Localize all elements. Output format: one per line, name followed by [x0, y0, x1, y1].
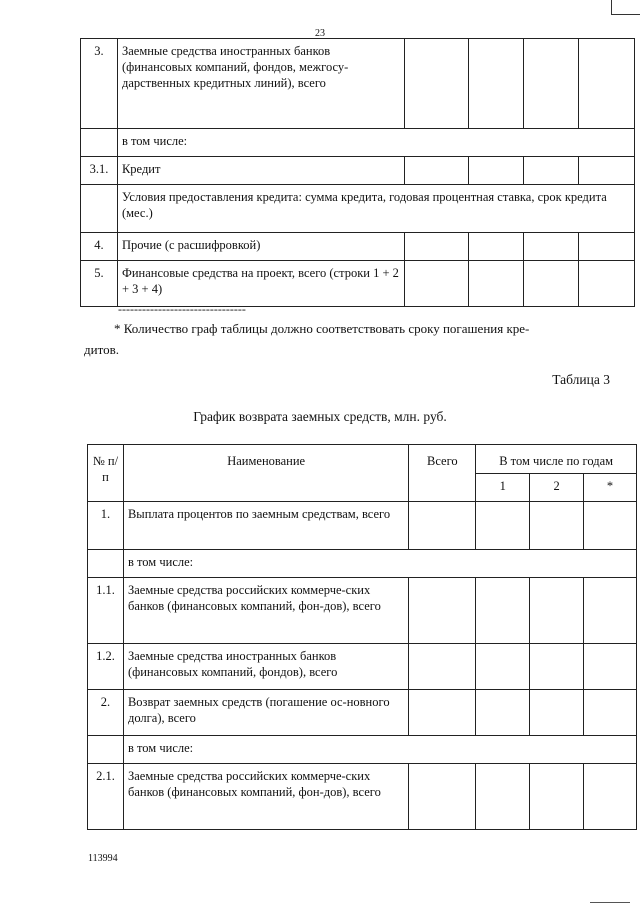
row-number: 2. — [88, 690, 124, 736]
footnote-separator: -------------------------------- — [118, 302, 246, 316]
table-row — [81, 185, 635, 233]
value-cell — [409, 644, 476, 690]
row-label: Заемные средства иностранных банков (финансовых компаний, фондов, межгосу-дарственных кредитных линий), всего — [117, 39, 405, 129]
row-number: 2.1. — [88, 764, 124, 830]
row-label: Заемные средства иностранных банков (финансовых компаний, фондов), всего — [123, 644, 408, 690]
corner-crop-mark — [611, 0, 640, 15]
value-cell — [476, 764, 530, 830]
row-number: 1. — [88, 502, 124, 550]
table-row — [88, 578, 637, 644]
value-cell — [584, 644, 637, 690]
value-cell — [409, 578, 476, 644]
value-cell — [469, 39, 524, 129]
value-cell — [476, 578, 530, 644]
row-label: Заемные средства российских коммерче-ских банков (финансовых компаний, фон-дов), всего — [123, 578, 408, 644]
value-cell — [530, 690, 584, 736]
row-number: 1.1. — [88, 578, 124, 644]
value-cell — [579, 233, 635, 261]
table-row — [88, 502, 637, 550]
footnote-text: * Количество граф таблицы должно соответствовать сроку погашения кре- — [114, 321, 530, 336]
header-year-2: 2 — [530, 474, 584, 502]
page-number: 23 — [315, 28, 325, 39]
row-label: Прочие (с расшифровкой) — [117, 233, 405, 261]
table-row — [88, 644, 637, 690]
value-cell — [579, 261, 635, 307]
header-row — [88, 445, 637, 474]
corner-crop-mark-bottom — [590, 902, 630, 903]
value-cell — [469, 233, 524, 261]
value-cell — [584, 690, 637, 736]
table-row — [88, 550, 637, 578]
value-cell — [476, 644, 530, 690]
value-cell — [530, 578, 584, 644]
value-cell — [530, 644, 584, 690]
table-row — [81, 157, 635, 185]
table-title: График возврата заемных средств, млн. руб. — [193, 409, 447, 424]
value-cell — [476, 502, 530, 550]
value-cell — [409, 502, 476, 550]
row-number — [81, 185, 118, 233]
value-cell — [405, 233, 469, 261]
header-name: Наименование — [123, 445, 408, 502]
value-cell — [584, 502, 637, 550]
row-label: Заемные средства российских коммерче-ских банков (финансовых компаний, фон-дов), всего — [123, 764, 408, 830]
value-cell — [530, 764, 584, 830]
row-number: 3. — [81, 39, 118, 129]
value-cell — [524, 157, 579, 185]
footnote — [84, 318, 612, 360]
value-cell — [530, 502, 584, 550]
table-row — [88, 690, 637, 736]
table-row — [81, 129, 635, 157]
row-label: Возврат заемных средств (погашение ос-новного долга), всего — [123, 690, 408, 736]
row-label: в том числе: — [123, 736, 636, 764]
row-label: в том числе: — [123, 550, 636, 578]
value-cell — [405, 261, 469, 307]
table-row — [88, 736, 637, 764]
value-cell — [524, 261, 579, 307]
row-number: 1.2. — [88, 644, 124, 690]
document-code: 113994 — [88, 853, 118, 864]
table-row — [81, 233, 635, 261]
row-label: Кредит — [117, 157, 405, 185]
value-cell — [405, 157, 469, 185]
funding-sources-table — [80, 38, 635, 307]
footnote-text-continued: дитов. — [84, 342, 119, 357]
table-row — [81, 261, 635, 307]
value-cell — [476, 690, 530, 736]
header-years: В том числе по годам — [476, 445, 637, 474]
loan-repayment-table — [87, 444, 637, 830]
row-number — [88, 736, 124, 764]
value-cell — [405, 39, 469, 129]
value-cell — [469, 157, 524, 185]
value-cell — [469, 261, 524, 307]
row-label: Условия предоставления кредита: сумма кредита, годовая процентная ставка, срок кредита (мес.) — [117, 185, 634, 233]
header-total: Всего — [409, 445, 476, 502]
value-cell — [409, 690, 476, 736]
value-cell — [524, 39, 579, 129]
row-number: 5. — [81, 261, 118, 307]
table-label: Таблица 3 — [552, 372, 610, 387]
value-cell — [579, 39, 635, 129]
row-label: в том числе: — [117, 129, 634, 157]
value-cell — [579, 157, 635, 185]
header-year-star: * — [584, 474, 637, 502]
value-cell — [584, 764, 637, 830]
row-label: Финансовые средства на проект, всего (строки 1 + 2 + 3 + 4) — [117, 261, 405, 307]
row-number — [88, 550, 124, 578]
header-year-1: 1 — [476, 474, 530, 502]
row-number: 3.1. — [81, 157, 118, 185]
table-row — [81, 39, 635, 129]
row-label: Выплата процентов по заемным средствам, всего — [123, 502, 408, 550]
value-cell — [524, 233, 579, 261]
value-cell — [584, 578, 637, 644]
table-row — [88, 764, 637, 830]
row-number — [81, 129, 118, 157]
row-number: 4. — [81, 233, 118, 261]
value-cell — [409, 764, 476, 830]
header-num: № п/п — [88, 445, 124, 502]
